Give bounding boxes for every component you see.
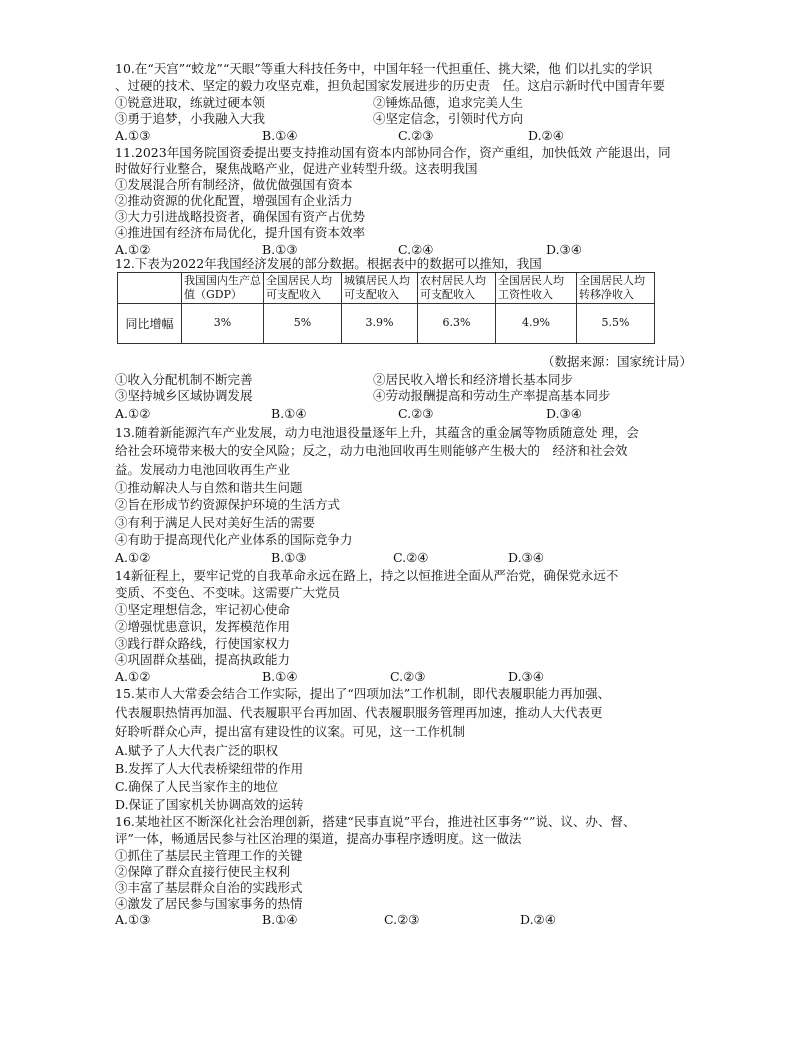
q13-option-1: ①推动解决人与自然和谐共生问题 xyxy=(115,480,303,495)
q13-option-4: ④有助于提高现代化产业体系的国际竞争力 xyxy=(115,532,353,547)
q10-option-1: ①锐意进取，练就过硬本领 xyxy=(115,95,266,110)
q12-option-2: ②居民收入增长和经济增长基本同步 xyxy=(373,372,574,387)
q15-stem-line1: 15.某市人大常委会结合工作实际，提出了“四项加法”工作机制，即代表履职能力再加强、 xyxy=(115,686,611,701)
q16-stem-line2: 评”一体，畅通居民参与社区治理的渠道，提高办事程序透明度。这一做法 xyxy=(115,831,522,846)
q12-data-source: （数据来源：国家统计局） xyxy=(541,354,692,369)
q11-stem-line1: 11.2023年国务院国资委提出要支持推动国有资本内部协同合作，资产重组，加快低效 产能退出，同 xyxy=(115,145,671,160)
table-cell-urban-income: 3.9% xyxy=(342,304,418,344)
q16-stem-line1: 16.某地社区不断深化社会治理创新，搭建“民事直说”平台，推进社区事务“”说、议、办、督、 xyxy=(115,814,636,829)
q11-option-2: ②推动资源的优化配置，增强国有企业活力 xyxy=(115,193,353,208)
table-header-national-income: 全国居民人均可支配收入 xyxy=(264,273,342,304)
q13-stem-line1: 13.随着新能源汽车产业发展，动力电池退役量逐年上升，其蕴含的重金属等物质随意处 理，会 xyxy=(115,425,639,440)
q10-stem-line2: 、过硬的技术、坚定的毅力攻坚克难，担负起国家发展进步的历史责 任。这启示新时代中国青年要 xyxy=(115,78,666,93)
q10-choice-a[interactable]: A.①③ xyxy=(115,128,151,143)
q16-choice-d[interactable]: D.②④ xyxy=(520,912,556,927)
q11-choice-b[interactable]: B.①③ xyxy=(262,242,298,257)
q10-choice-d[interactable]: D.②④ xyxy=(528,128,564,143)
q12-option-1: ①收入分配机制不断完善 xyxy=(115,372,253,387)
q10-option-2: ②锤炼品德，追求完美人生 xyxy=(373,95,524,110)
q16-choice-c[interactable]: C.②③ xyxy=(384,912,420,927)
table-cell-gdp: 3% xyxy=(182,304,264,344)
q12-choice-c[interactable]: C.②③ xyxy=(398,406,434,421)
q16-option-3: ③丰富了基层群众自治的实践形式 xyxy=(115,880,303,895)
q12-data-table xyxy=(117,272,655,344)
q13-option-3: ③有利于满足人民对美好生活的需要 xyxy=(115,515,316,530)
q15-choice-d[interactable]: D.保证了国家机关协调高效的运转 xyxy=(115,797,304,812)
table-cell-wage-income: 4.9% xyxy=(496,304,577,344)
q11-option-1: ①发展混合所有制经济，做优做强国有资本 xyxy=(115,177,353,192)
table-corner-cell xyxy=(118,273,182,304)
q10-choice-b[interactable]: B.①④ xyxy=(262,128,298,143)
q13-stem-line2: 给社会环境带来极大的安全风险；反之，动力电池回收再生则能够产生极大的 经济和社会效 xyxy=(115,443,628,458)
q14-stem-line1: 14新征程上，要牢记党的自我革命永远在路上，持之以恒推进全面从严治党，确保党永远不 xyxy=(115,568,619,583)
table-header-gdp: 我国国内生产总值（GDP） xyxy=(182,273,264,304)
q14-choice-c[interactable]: C.②③ xyxy=(390,669,426,684)
q15-stem-line3: 好聆听群众心声，提出富有建设性的议案。可见，这一工作机制 xyxy=(115,724,466,739)
q13-choice-c[interactable]: C.②④ xyxy=(393,550,429,565)
q11-stem-line2: 时做好行业整合，聚焦战略产业，促进产业转型升级。这表明我国 xyxy=(115,161,478,176)
q12-choice-a[interactable]: A.①② xyxy=(115,406,151,421)
q16-option-1: ①抓住了基层民主管理工作的关键 xyxy=(115,848,303,863)
q12-choice-d[interactable]: D.③④ xyxy=(546,406,582,421)
table-cell-rural-income: 6.3% xyxy=(418,304,496,344)
q16-option-2: ②保障了群众直接行使民主权利 xyxy=(115,864,291,879)
table-row-label: 同比增幅 xyxy=(118,304,182,344)
table-header-rural-income: 农村居民人均可支配收入 xyxy=(418,273,496,304)
table-header-transfer-income: 全国居民人均转移净收入 xyxy=(577,273,655,304)
q13-option-2: ②旨在形成节约资源保护环境的生活方式 xyxy=(115,497,341,512)
q15-choice-b[interactable]: B.发挥了人大代表桥梁纽带的作用 xyxy=(115,761,304,776)
q14-option-4: ④巩固群众基础，提高执政能力 xyxy=(115,652,291,667)
table-header-wage-income: 全国居民人均工资性收入 xyxy=(496,273,577,304)
q15-choice-c[interactable]: C.确保了人民当家作主的地位 xyxy=(115,779,279,794)
q14-option-1: ①坚定理想信念，牢记初心使命 xyxy=(115,602,291,617)
q10-option-3: ③勇于追梦，小我融入大我 xyxy=(115,111,266,126)
q10-choice-c[interactable]: C.②③ xyxy=(398,128,434,143)
q16-choice-b[interactable]: B.①④ xyxy=(262,912,298,927)
table-cell-transfer-income: 5.5% xyxy=(577,304,655,344)
table-cell-national-income: 5% xyxy=(264,304,342,344)
q13-choice-b[interactable]: B.①③ xyxy=(271,550,307,565)
q13-choice-d[interactable]: D.③④ xyxy=(508,550,544,565)
q12-option-3: ③坚持城乡区域协调发展 xyxy=(115,388,253,403)
q11-choice-a[interactable]: A.①② xyxy=(115,242,151,257)
q13-stem-line3: 益。发展动力电池回收再生产业 xyxy=(115,462,291,477)
q16-choice-a[interactable]: A.①③ xyxy=(115,912,151,927)
q14-choice-a[interactable]: A.①② xyxy=(115,669,151,684)
q14-stem-line2: 变质、不变色、不变味。这需要广大党员 xyxy=(115,585,341,600)
q14-choice-b[interactable]: B.①④ xyxy=(262,669,298,684)
q11-choice-c[interactable]: C.②④ xyxy=(398,242,434,257)
q11-option-3: ③大力引进战略投资者，确保国有资产占优势 xyxy=(115,209,366,224)
q14-choice-d[interactable]: D.③④ xyxy=(508,669,544,684)
q10-option-4: ④坚定信念，引领时代方向 xyxy=(373,111,524,126)
q15-choice-a[interactable]: A.赋予了人大代表广泛的职权 xyxy=(115,743,279,758)
q10-stem-line1: 10.在“天宫”“蛟龙”“天眼”等重大科技任务中，中国年轻一代担重任、挑大梁，他 们以扎实的学识 xyxy=(115,61,653,76)
q12-choice-b[interactable]: B.①④ xyxy=(271,406,307,421)
table-row xyxy=(118,304,655,344)
q15-stem-line2: 代表履职热情再加温、代表履职平台再加固、代表履职服务管理再加速，推动人大代表更 xyxy=(115,705,603,720)
q14-option-2: ②增强忧患意识，发挥模范作用 xyxy=(115,619,291,634)
q13-choice-a[interactable]: A.①② xyxy=(115,550,151,565)
table-header-urban-income: 城镇居民人均可支配收入 xyxy=(342,273,418,304)
q12-option-4: ④劳动报酬提高和劳动生产率提高基本同步 xyxy=(373,388,611,403)
q12-stem: 12.下表为2022年我国经济发展的部分数据。根据表中的数据可以推知，我国 xyxy=(115,256,542,271)
q11-choice-d[interactable]: D.③④ xyxy=(546,242,582,257)
q14-option-3: ③践行群众路线，行使国家权力 xyxy=(115,636,291,651)
q11-option-4: ④推进国有经济布局优化，提升国有资本效率 xyxy=(115,225,366,240)
table-header-row xyxy=(118,273,655,304)
q16-option-4: ④激发了居民参与国家事务的热情 xyxy=(115,896,303,911)
